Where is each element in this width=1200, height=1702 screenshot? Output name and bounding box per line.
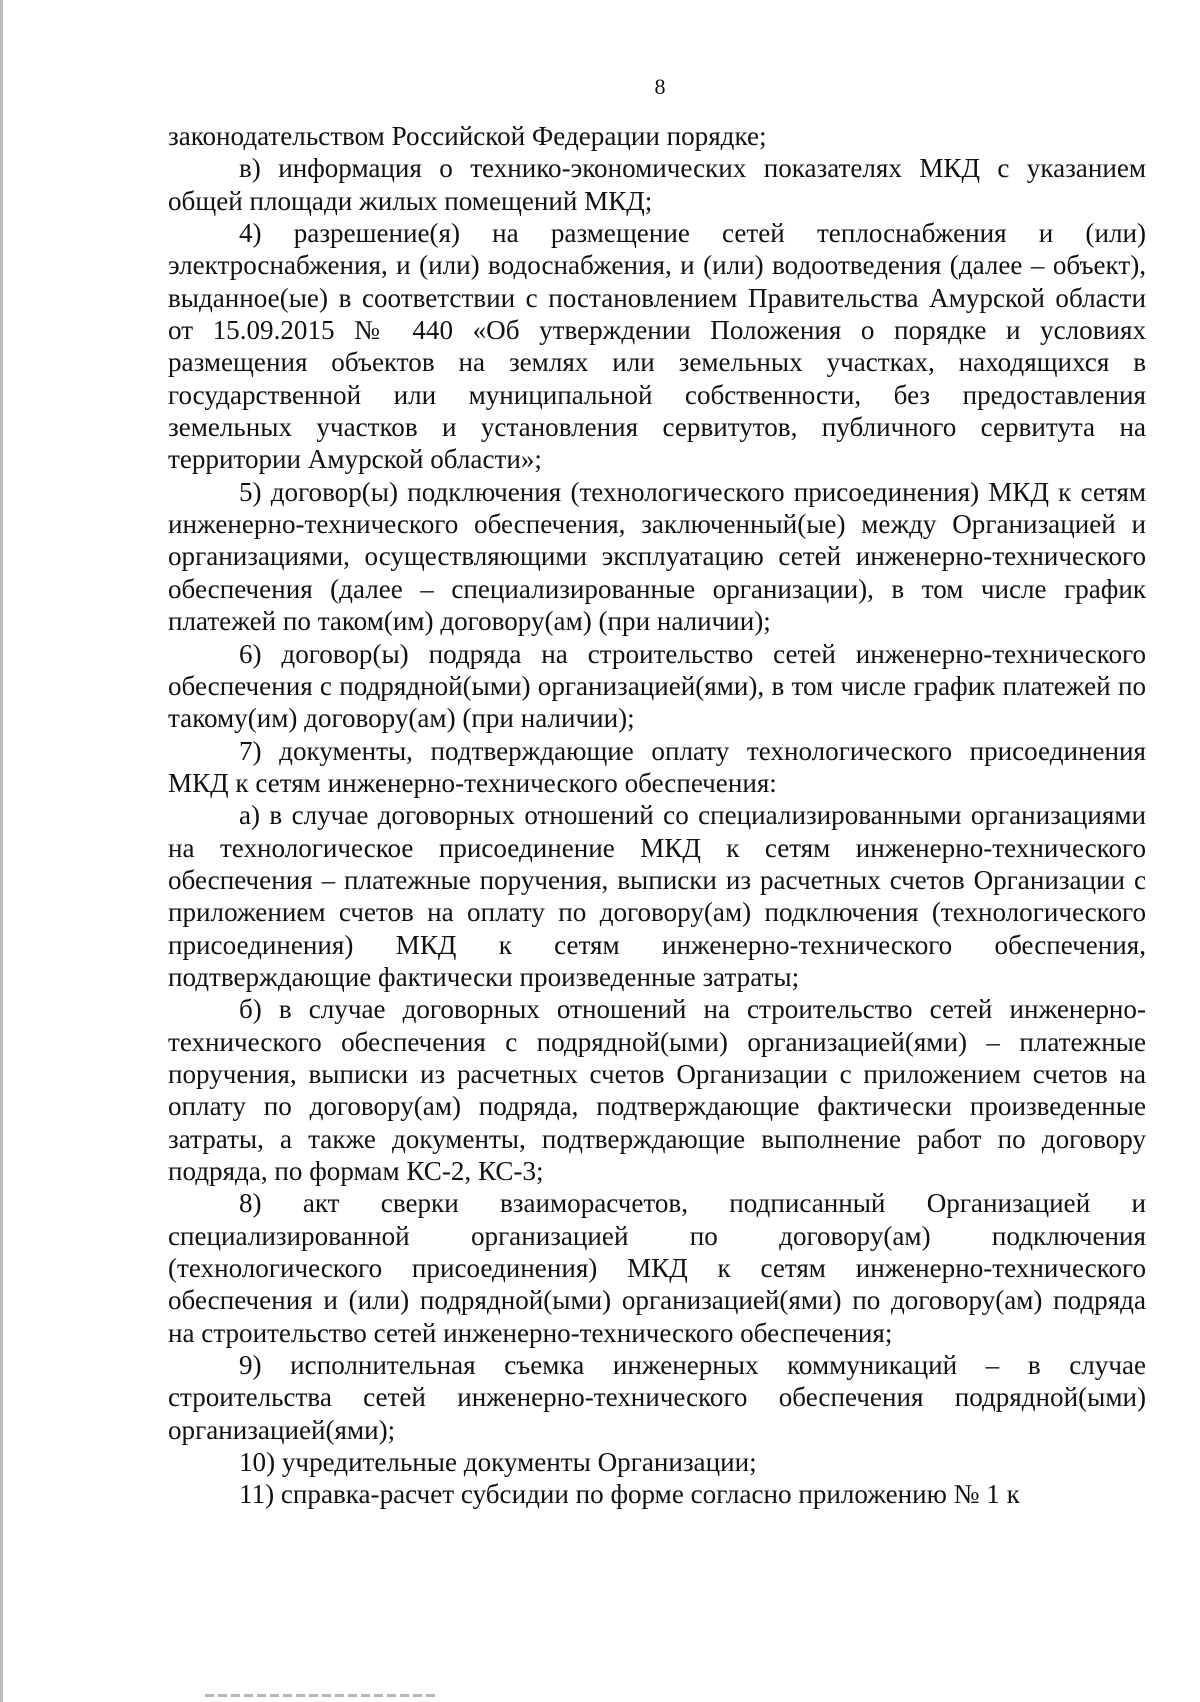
scan-left-edge	[0, 0, 3, 1702]
paragraph-item-7b: б) в случае договорных отношений на строительство сетей инженерно-технического обеспечения с подрядной(ыми) организацией(ями) – платежные поручения, выписки из расчетных счетов Организации с приложением счетов на оплату по договору(ам) подряда, подтверждающие фактически произведенные затраты, а также документы, подтверждающие выполнение работ по договору подряда, по формам КС-2, КС-3;	[168, 994, 1146, 1186]
paragraph-item-7: 7) документы, подтверждающие оплату технологического присоединения МКД к сетям инженерно-технического обеспечения:	[168, 735, 1146, 798]
paragraph-item-v: в) информация о технико-экономических показателях МКД с указанием общей площади жилых помещений МКД;	[168, 153, 1146, 216]
paragraph-item-5: 5) договор(ы) подключения (технологического присоединения) МКД к сетям инженерно-технического обеспечения, заключенный(ые) между Организацией и организациями, осуществляющими эксплуатацию сетей инженерно-технического обеспечения (далее – специализированные организации), в том числе график платежей по таком(им) договору(ам) (при наличии);	[168, 476, 1146, 637]
scan-bottom-artifact	[205, 1694, 435, 1697]
paragraph-item-8: 8) акт сверки взаиморасчетов, подписанный Организацией и специализированной организацией по договору(ам) подключения (технологического присоединения) МКД к сетям инженерно-технического обеспечения и (или) подрядной(ыми) организацией(ями) по договору(ам) подряда на строительство сетей инженерно-технического обеспечения;	[168, 1188, 1146, 1348]
paragraph-law-continuation: законодательством Российской Федерации порядке;	[168, 121, 767, 151]
paragraph-item-4: 4) разрешение(я) на размещение сетей теплоснабжения и (или) электроснабжения, и (или) водоснабжения, и (или) водоотведения (далее – объект), выданное(ые) в соответствии с постановлением Правительства Амурской области от 15.09.2015 № 440 «Об утверждении Положения о порядке и условиях размещения объектов на землях или земельных участках, находящихся в государственной или муниципальной собственности, без предоставления земельных участков и установления сервитутов, публичного сервитута на территории Амурской области»;	[168, 218, 1146, 475]
paragraph-item-10: 10) учредительные документы Организации;	[239, 1447, 757, 1478]
page-number: 8	[654, 74, 666, 99]
paragraph-item-9: 9) исполнительная съемка инженерных коммуникаций – в случае строительства сетей инженерно-технического обеспечения подрядной(ыми) организацией(ями);	[168, 1350, 1146, 1445]
document-body	[168, 120, 1146, 1511]
paragraph-item-6: 6) договор(ы) подряда на строительство сетей инженерно-технического обеспечения с подрядной(ыми) организацией(ями), в том числе график платежей по такому(им) договору(ам) (при наличии);	[168, 638, 1146, 734]
paragraph-item-11: 11) справка-расчет субсидии по форме согласно приложению № 1 к	[239, 1479, 1020, 1510]
paragraph-item-7a: а) в случае договорных отношений со специализированными организациями на технологическое присоединение МКД к сетям инженерно-технического обеспечения – платежные поручения, выписки из расчетных счетов Организации с приложением счетов на оплату по договору(ам) подключения (технологического присоединения) МКД к сетям инженерно-технического обеспечения, подтверждающие фактически произведенные затраты;	[168, 800, 1146, 992]
